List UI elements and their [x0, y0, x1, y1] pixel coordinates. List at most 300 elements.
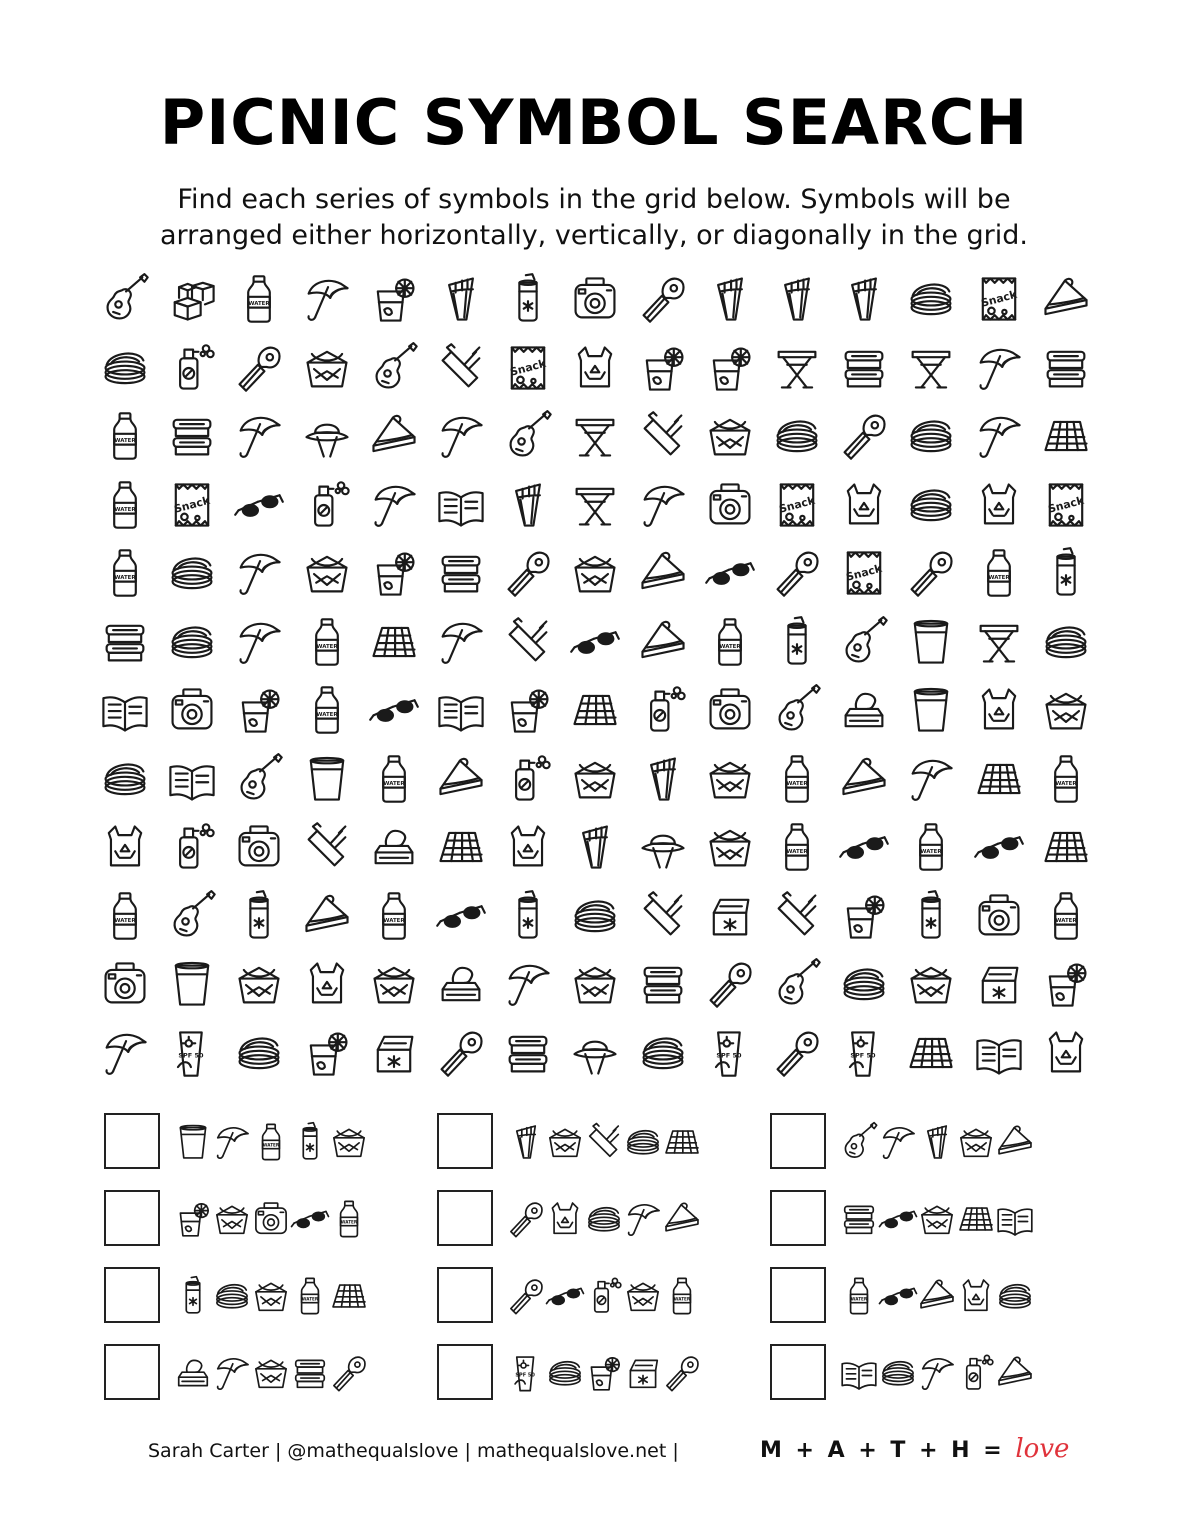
water-bottle-icon	[289, 1275, 331, 1317]
basket-icon	[211, 1198, 253, 1240]
tissue-box-icon	[172, 1352, 214, 1394]
bug-spray-icon	[501, 752, 555, 806]
water-bottle-icon	[98, 546, 152, 600]
plates-icon	[636, 1026, 690, 1080]
soda-can-icon	[904, 889, 958, 943]
cup-icon	[165, 957, 219, 1011]
tissue-box-icon	[837, 683, 891, 737]
burrito-icon	[434, 272, 488, 326]
food-container-icon	[98, 615, 152, 669]
umbrella-icon	[367, 478, 421, 532]
soda-can-icon	[289, 1121, 331, 1163]
burrito-icon	[568, 820, 622, 874]
svg-text:WATER: WATER	[248, 300, 270, 307]
sunscreen-icon	[165, 1026, 219, 1080]
umbrella-icon	[211, 1352, 253, 1394]
clue-checkbox[interactable]	[104, 1190, 160, 1246]
umbrella-icon	[972, 409, 1026, 463]
book-icon	[838, 1352, 880, 1394]
sunglasses-icon	[289, 1198, 331, 1240]
plates-icon	[770, 409, 824, 463]
soda-can-icon	[770, 615, 824, 669]
cutting-board-icon	[583, 1121, 625, 1163]
recycle-bag-icon	[98, 820, 152, 874]
svg-text:WATER: WATER	[719, 643, 741, 650]
svg-text:WATER: WATER	[316, 711, 338, 718]
sunscreen-icon	[703, 1026, 757, 1080]
basket-icon	[232, 957, 286, 1011]
water-bottle-icon	[250, 1121, 292, 1163]
burrito-icon	[505, 1121, 547, 1163]
cup-icon	[300, 752, 354, 806]
bottle-opener-icon	[837, 409, 891, 463]
svg-text:Snack: Snack	[508, 356, 548, 379]
umbrella-icon	[232, 546, 286, 600]
blanket-icon	[1039, 820, 1093, 874]
basket-icon	[703, 820, 757, 874]
cup-icon	[904, 615, 958, 669]
svg-text:WATER: WATER	[850, 1296, 868, 1302]
blanket-icon	[434, 820, 488, 874]
food-container-icon	[434, 546, 488, 600]
lemonade-icon	[1039, 957, 1093, 1011]
lemonade-icon	[501, 683, 555, 737]
basket-icon	[568, 957, 622, 1011]
umbrella-icon	[636, 478, 690, 532]
plates-icon	[583, 1198, 625, 1240]
umbrella-icon	[211, 1121, 253, 1163]
svg-text:WATER: WATER	[114, 574, 136, 581]
plates-icon	[904, 478, 958, 532]
lemonade-icon	[583, 1352, 625, 1394]
water-bottle-icon	[367, 889, 421, 943]
umbrella-icon	[622, 1198, 664, 1240]
plates-icon	[1039, 615, 1093, 669]
svg-text:Snack: Snack	[1046, 493, 1085, 516]
basket-icon	[703, 752, 757, 806]
plates-icon	[622, 1121, 664, 1163]
cutting-board-icon	[300, 820, 354, 874]
clue-checkbox[interactable]	[770, 1267, 826, 1323]
recycle-bag-icon	[501, 820, 555, 874]
food-container-icon	[837, 341, 891, 395]
clue-checkbox[interactable]	[770, 1113, 826, 1169]
sandwich-icon	[994, 1121, 1036, 1163]
cutting-board-icon	[636, 889, 690, 943]
clue-checkbox[interactable]	[437, 1190, 493, 1246]
sunglasses-icon	[434, 889, 488, 943]
water-bottle-icon	[703, 615, 757, 669]
water-bottle-icon	[367, 752, 421, 806]
soda-can-icon	[501, 889, 555, 943]
burrito-icon	[837, 272, 891, 326]
basket-icon	[703, 409, 757, 463]
sun-hat-icon	[636, 820, 690, 874]
svg-text:WATER: WATER	[383, 917, 405, 924]
cooler-icon	[367, 1026, 421, 1080]
guitar-icon	[165, 889, 219, 943]
snack-bag-icon	[1039, 478, 1093, 532]
svg-text:WATER: WATER	[920, 848, 942, 855]
bottle-opener-icon	[232, 341, 286, 395]
clue-checkbox[interactable]	[437, 1113, 493, 1169]
bottle-opener-icon	[636, 272, 690, 326]
plates-icon	[98, 752, 152, 806]
water-bottle-icon	[770, 752, 824, 806]
svg-text:WATER: WATER	[114, 917, 136, 924]
basket-icon	[250, 1275, 292, 1317]
guitar-icon	[770, 957, 824, 1011]
book-icon	[972, 1026, 1026, 1080]
soda-can-icon	[1039, 546, 1093, 600]
blanket-icon	[328, 1275, 370, 1317]
cup-icon	[904, 683, 958, 737]
instructions-line-2: arranged either horizontally, vertically, or diagonally in the grid.	[160, 220, 1028, 251]
water-bottle-icon	[1039, 752, 1093, 806]
clue-item	[770, 1190, 1070, 1252]
guitar-icon	[838, 1121, 880, 1163]
worksheet-title: PICNIC SYMBOL SEARCH	[159, 86, 1029, 159]
logo-text: M + A + T + H =	[760, 1438, 1005, 1463]
svg-text:SPF 50: SPF 50	[515, 1372, 535, 1379]
svg-text:WATER: WATER	[988, 574, 1010, 581]
basket-icon	[568, 752, 622, 806]
basket-icon	[568, 546, 622, 600]
bottle-opener-icon	[661, 1352, 703, 1394]
sunscreen-icon	[505, 1352, 547, 1394]
svg-text:Snack: Snack	[844, 561, 884, 584]
basket-icon	[622, 1275, 664, 1317]
clue-item	[437, 1113, 737, 1175]
snack-bag-icon	[770, 478, 824, 532]
bug-spray-icon	[583, 1275, 625, 1317]
lemonade-icon	[232, 683, 286, 737]
water-bottle-icon	[98, 889, 152, 943]
svg-text:WATER: WATER	[114, 506, 136, 513]
plates-icon	[904, 409, 958, 463]
recycle-bag-icon	[1039, 1026, 1093, 1080]
sandwich-icon	[636, 615, 690, 669]
water-bottle-icon	[1039, 889, 1093, 943]
basket-icon	[955, 1121, 997, 1163]
sandwich-icon	[1039, 272, 1093, 326]
sandwich-icon	[300, 889, 354, 943]
instant-camera-icon	[972, 889, 1026, 943]
cup-icon	[172, 1121, 214, 1163]
clue-item	[770, 1113, 1070, 1175]
sandwich-icon	[837, 752, 891, 806]
bug-spray-icon	[636, 683, 690, 737]
burrito-icon	[916, 1121, 958, 1163]
bottle-opener-icon	[904, 546, 958, 600]
sunglasses-icon	[544, 1275, 586, 1317]
basket-icon	[904, 957, 958, 1011]
svg-text:SPF 50: SPF 50	[178, 1050, 204, 1059]
sunscreen-icon	[837, 1026, 891, 1080]
soda-can-icon	[501, 272, 555, 326]
clue-checkbox[interactable]	[437, 1344, 493, 1400]
recycle-bag-icon	[300, 957, 354, 1011]
recycle-bag-icon	[544, 1198, 586, 1240]
guitar-icon	[98, 272, 152, 326]
blanket-icon	[568, 683, 622, 737]
lemonade-icon	[367, 546, 421, 600]
food-container-icon	[165, 409, 219, 463]
folding-table-icon	[770, 341, 824, 395]
plates-icon	[904, 272, 958, 326]
guitar-icon	[367, 341, 421, 395]
bug-spray-icon	[955, 1352, 997, 1394]
soda-can-icon	[232, 889, 286, 943]
water-bottle-icon	[838, 1275, 880, 1317]
cutting-board-icon	[770, 889, 824, 943]
sunglasses-icon	[568, 615, 622, 669]
svg-text:WATER: WATER	[262, 1142, 280, 1148]
clue-checkbox[interactable]	[104, 1267, 160, 1323]
folding-table-icon	[904, 341, 958, 395]
tissue-box-icon	[367, 820, 421, 874]
umbrella-icon	[434, 615, 488, 669]
basket-icon	[544, 1121, 586, 1163]
sunglasses-icon	[972, 820, 1026, 874]
clue-item	[437, 1267, 737, 1329]
blanket-icon	[1039, 409, 1093, 463]
clue-checkbox[interactable]	[104, 1113, 160, 1169]
bottle-opener-icon	[505, 1198, 547, 1240]
bug-spray-icon	[165, 820, 219, 874]
book-icon	[98, 683, 152, 737]
basket-icon	[916, 1198, 958, 1240]
book-icon	[434, 478, 488, 532]
burrito-icon	[636, 752, 690, 806]
logo-love: love	[1015, 1434, 1070, 1464]
recycle-bag-icon	[972, 683, 1026, 737]
bug-spray-icon	[300, 478, 354, 532]
bottle-opener-icon	[770, 546, 824, 600]
umbrella-icon	[916, 1352, 958, 1394]
bottle-opener-icon	[770, 1026, 824, 1080]
book-icon	[994, 1198, 1036, 1240]
folding-table-icon	[972, 615, 1026, 669]
lemonade-icon	[636, 341, 690, 395]
lemonade-icon	[837, 889, 891, 943]
burrito-icon	[770, 272, 824, 326]
umbrella-icon	[232, 409, 286, 463]
burrito-icon	[501, 478, 555, 532]
svg-text:WATER: WATER	[1055, 917, 1077, 924]
instant-camera-icon	[98, 957, 152, 1011]
snack-bag-icon	[165, 478, 219, 532]
svg-text:WATER: WATER	[786, 848, 808, 855]
water-bottle-icon	[972, 546, 1026, 600]
guitar-icon	[232, 752, 286, 806]
clue-item	[104, 1267, 404, 1329]
clue-item	[437, 1190, 737, 1252]
sandwich-icon	[916, 1275, 958, 1317]
plates-icon	[837, 957, 891, 1011]
clue-item	[104, 1190, 404, 1252]
blanket-icon	[661, 1121, 703, 1163]
clue-item	[437, 1344, 737, 1406]
sandwich-icon	[636, 546, 690, 600]
clue-item	[770, 1267, 1070, 1329]
bottle-opener-icon	[703, 957, 757, 1011]
water-bottle-icon	[770, 820, 824, 874]
plates-icon	[232, 1026, 286, 1080]
umbrella-icon	[904, 752, 958, 806]
umbrella-icon	[98, 1026, 152, 1080]
clue-checkbox[interactable]	[437, 1267, 493, 1323]
footer-credit: Sarah Carter | @mathequalslove | mathequalslove.net |	[148, 1440, 679, 1462]
svg-text:WATER: WATER	[786, 780, 808, 787]
sunglasses-icon	[232, 478, 286, 532]
recycle-bag-icon	[972, 478, 1026, 532]
clue-item	[104, 1113, 404, 1175]
sunglasses-icon	[877, 1275, 919, 1317]
guitar-icon	[501, 409, 555, 463]
snack-bag-icon	[837, 546, 891, 600]
ice-cubes-icon	[165, 272, 219, 326]
blanket-icon	[972, 752, 1026, 806]
clue-checkbox[interactable]	[770, 1344, 826, 1400]
sunglasses-icon	[837, 820, 891, 874]
instant-camera-icon	[165, 683, 219, 737]
umbrella-icon	[434, 409, 488, 463]
basket-icon	[300, 341, 354, 395]
plates-icon	[544, 1352, 586, 1394]
snack-bag-icon	[972, 272, 1026, 326]
cooler-icon	[622, 1352, 664, 1394]
clue-item	[770, 1344, 1070, 1406]
svg-text:Snack: Snack	[172, 493, 212, 516]
umbrella-icon	[300, 272, 354, 326]
recycle-bag-icon	[837, 478, 891, 532]
svg-text:SPF 50: SPF 50	[716, 1050, 742, 1059]
instructions	[94, 182, 1094, 254]
blanket-icon	[367, 615, 421, 669]
bottle-opener-icon	[434, 1026, 488, 1080]
basket-icon	[300, 546, 354, 600]
basket-icon	[328, 1121, 370, 1163]
cutting-board-icon	[636, 409, 690, 463]
footer	[0, 1432, 1188, 1472]
water-bottle-icon	[98, 478, 152, 532]
book-icon	[434, 683, 488, 737]
book-icon	[165, 752, 219, 806]
recycle-bag-icon	[955, 1275, 997, 1317]
folding-table-icon	[568, 409, 622, 463]
food-container-icon	[636, 957, 690, 1011]
sandwich-icon	[661, 1198, 703, 1240]
cooler-icon	[703, 889, 757, 943]
instant-camera-icon	[568, 272, 622, 326]
blanket-icon	[955, 1198, 997, 1240]
food-container-icon	[501, 1026, 555, 1080]
plates-icon	[165, 615, 219, 669]
water-bottle-icon	[904, 820, 958, 874]
sunglasses-icon	[877, 1198, 919, 1240]
umbrella-icon	[972, 341, 1026, 395]
plates-icon	[211, 1275, 253, 1317]
instructions-line-1: Find each series of symbols in the grid below. Symbols will be	[177, 184, 1011, 215]
plates-icon	[877, 1352, 919, 1394]
guitar-icon	[837, 615, 891, 669]
sunglasses-icon	[367, 683, 421, 737]
sandwich-icon	[367, 409, 421, 463]
plates-icon	[98, 341, 152, 395]
food-container-icon	[838, 1198, 880, 1240]
svg-text:WATER: WATER	[301, 1296, 319, 1302]
svg-text:WATER: WATER	[673, 1296, 691, 1302]
lemonade-icon	[300, 1026, 354, 1080]
clue-item	[104, 1344, 404, 1406]
instant-camera-icon	[703, 683, 757, 737]
lemonade-icon	[703, 341, 757, 395]
basket-icon	[250, 1352, 292, 1394]
instant-camera-icon	[703, 478, 757, 532]
plates-icon	[568, 889, 622, 943]
svg-text:WATER: WATER	[1055, 780, 1077, 787]
svg-text:WATER: WATER	[383, 780, 405, 787]
tissue-box-icon	[434, 957, 488, 1011]
instant-camera-icon	[250, 1198, 292, 1240]
water-bottle-icon	[232, 272, 286, 326]
svg-text:WATER: WATER	[340, 1219, 358, 1225]
clue-checkbox[interactable]	[104, 1344, 160, 1400]
recycle-bag-icon	[568, 341, 622, 395]
water-bottle-icon	[661, 1275, 703, 1317]
cutting-board-icon	[501, 615, 555, 669]
water-bottle-icon	[98, 409, 152, 463]
lemonade-icon	[172, 1198, 214, 1240]
svg-text:SPF 50: SPF 50	[850, 1050, 876, 1059]
blanket-icon	[904, 1026, 958, 1080]
sun-hat-icon	[300, 409, 354, 463]
svg-text:Snack: Snack	[979, 287, 1018, 310]
soda-can-icon	[172, 1275, 214, 1317]
sandwich-icon	[434, 752, 488, 806]
bottle-opener-icon	[501, 546, 555, 600]
snack-bag-icon	[501, 341, 555, 395]
sunglasses-icon	[703, 546, 757, 600]
svg-text:WATER: WATER	[114, 437, 136, 444]
symbol-grid	[98, 272, 1088, 1072]
sandwich-icon	[994, 1352, 1036, 1394]
water-bottle-icon	[300, 615, 354, 669]
math-equals-love-logo	[760, 1434, 1069, 1464]
svg-text:Snack: Snack	[777, 493, 817, 516]
basket-icon	[367, 957, 421, 1011]
svg-text:WATER: WATER	[316, 643, 338, 650]
cooler-icon	[972, 957, 1026, 1011]
water-bottle-icon	[328, 1198, 370, 1240]
clue-checkbox[interactable]	[770, 1190, 826, 1246]
burrito-icon	[703, 272, 757, 326]
guitar-icon	[770, 683, 824, 737]
plates-icon	[165, 546, 219, 600]
food-container-icon	[289, 1352, 331, 1394]
bottle-opener-icon	[328, 1352, 370, 1394]
bottle-opener-icon	[505, 1275, 547, 1317]
lemonade-icon	[367, 272, 421, 326]
basket-icon	[1039, 683, 1093, 737]
cutting-board-icon	[434, 341, 488, 395]
water-bottle-icon	[300, 683, 354, 737]
sun-hat-icon	[568, 1026, 622, 1080]
plates-icon	[994, 1275, 1036, 1317]
instant-camera-icon	[232, 820, 286, 874]
umbrella-icon	[501, 957, 555, 1011]
